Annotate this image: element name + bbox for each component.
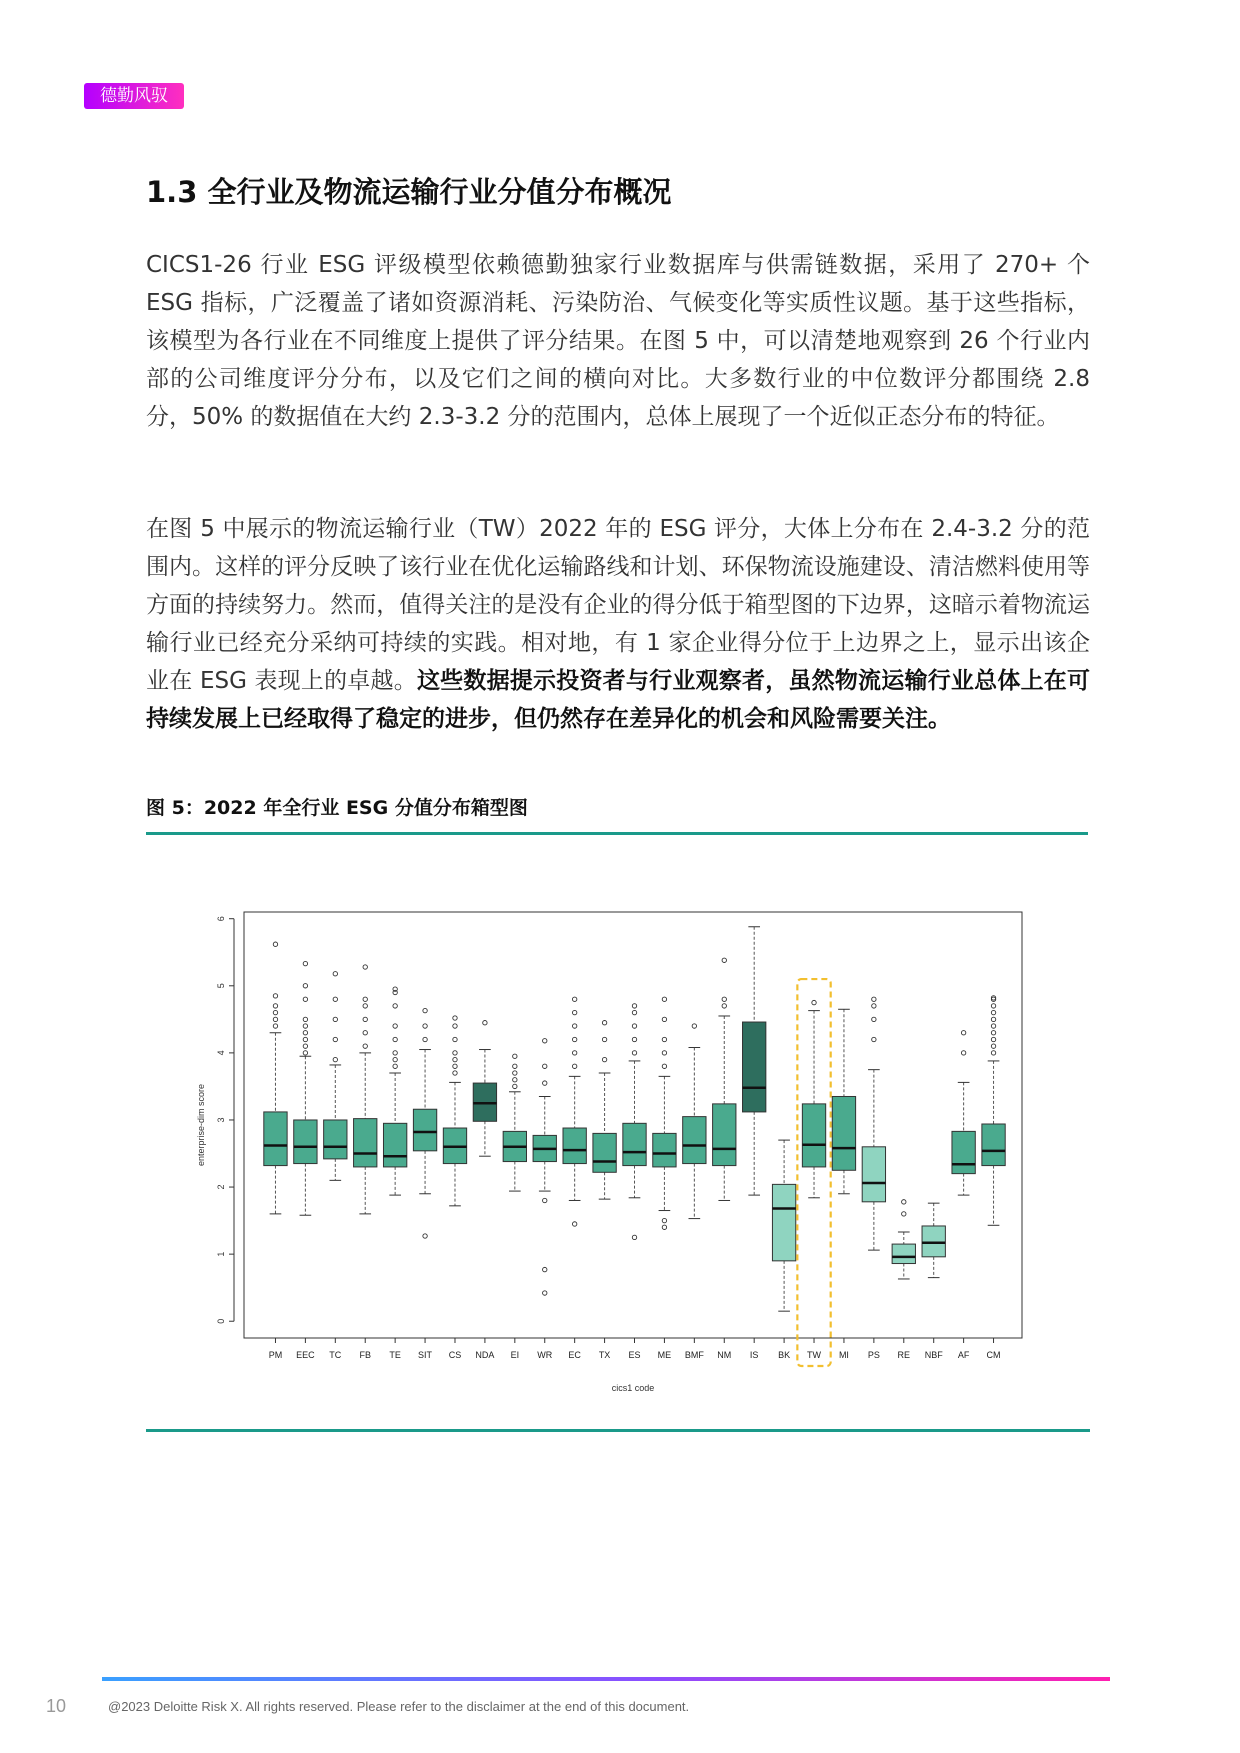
x-tick-label-WR: WR [537,1350,553,1360]
iqr-box-FB [354,1119,377,1167]
outlier-SIT-1 [423,1037,427,1041]
outlier-TC-1 [333,1037,337,1041]
figure-caption: 图 5：2022 年全行业 ESG 分值分布箱型图 [146,797,528,819]
outlier-PM-3 [273,1004,277,1008]
iqr-box-MI [832,1096,855,1170]
outlier-EEC-7 [303,984,307,988]
outlier-EC-3 [572,1037,576,1041]
box-RE [892,1200,915,1279]
outlier-EC-4 [572,1024,576,1028]
outlier-CS-5 [453,1024,457,1028]
x-tick-label-RE: RE [897,1350,911,1360]
x-tick-label-BK: BK [778,1350,791,1360]
iqr-box-ME [653,1133,676,1167]
outlier-ME-6 [662,997,666,1001]
iqr-box-TW [802,1104,825,1167]
y-axis-label: enterprise-dim score [196,1083,206,1167]
box-WR [533,1039,556,1296]
outlier-FB-2 [363,1017,367,1021]
outlier-CM-6 [991,1010,995,1014]
outlier-ES-4 [632,1010,636,1014]
outlier-ES-0 [632,1235,636,1239]
figure-top-rule [146,832,1088,835]
outlier-TE-4 [393,1024,397,1028]
outlier-CM-4 [991,1024,995,1028]
box-AF [952,1031,975,1196]
iqr-box-ES [623,1123,646,1165]
iqr-box-TC [324,1120,347,1159]
box-SIT [413,1008,436,1238]
outlier-CS-3 [453,1051,457,1055]
iqr-box-EEC [294,1120,317,1164]
outlier-CM-7 [991,1004,995,1008]
outlier-CS-0 [453,1071,457,1075]
x-tick-label-ME: ME [657,1350,672,1360]
outlier-SIT-0 [423,1234,427,1238]
outlier-CM-3 [991,1031,995,1035]
x-tick-label-TW: TW [807,1350,822,1360]
iqr-box-PM [264,1112,287,1166]
outlier-ME-3 [662,1051,666,1055]
x-tick-label-AF: AF [957,1350,970,1360]
outlier-WR-2 [543,1198,547,1202]
iqr-box-SIT [413,1109,436,1151]
x-tick-label-FB: FB [359,1350,371,1360]
outlier-WR-5 [543,1039,547,1043]
x-tick-label-IS: IS [749,1350,759,1360]
outlier-TC-4 [333,972,337,976]
outlier-EI-4 [513,1054,517,1058]
outlier-SIT-2 [423,1024,427,1028]
x-tick-label-CS: CS [448,1350,462,1360]
outlier-ES-5 [632,1004,636,1008]
outlier-PS-2 [872,1004,876,1008]
outlier-CS-4 [453,1037,457,1041]
section-title: 1.3 全行业及物流运输行业分值分布概况 [146,175,672,209]
box-ME [653,997,676,1229]
x-tick-label-TE: TE [389,1350,401,1360]
y-tick-label-2: 2 [216,1184,226,1190]
y-tick-label-1: 1 [216,1251,226,1257]
outlier-WR-1 [543,1267,547,1271]
x-tick-label-NM: NM [717,1350,732,1360]
footer-copyright: @2023 Deloitte Risk X. All rights reserved. Please refer to the disclaimer at the end of this document. [108,1699,690,1714]
outlier-EEC-0 [303,1051,307,1055]
outlier-BMF-0 [692,1024,696,1028]
outlier-EI-1 [513,1078,517,1082]
x-tick-label-EEC: EEC [296,1350,315,1360]
outlier-FB-4 [363,997,367,1001]
outlier-PM-4 [273,994,277,998]
box-NDA [473,1020,496,1156]
y-tick-label-6: 6 [216,916,226,922]
iqr-box-RE [892,1244,915,1263]
footer-gradient-bar [102,1677,1110,1681]
outlier-FB-1 [363,1031,367,1035]
x-tick-label-SIT: SIT [418,1350,433,1360]
box-FB [354,965,377,1214]
outlier-EC-0 [572,1222,576,1226]
outlier-CM-5 [991,1017,995,1021]
outlier-TE-5 [393,1004,397,1008]
outlier-AF-1 [961,1031,965,1035]
outlier-TX-1 [602,1037,606,1041]
box-MI [832,1009,855,1193]
outlier-AF-0 [961,1051,965,1055]
outlier-EI-2 [513,1071,517,1075]
iqr-box-CM [982,1124,1005,1166]
box-IS [743,927,766,1195]
outlier-EI-3 [513,1064,517,1068]
x-tick-label-TX: TX [598,1350,611,1360]
outlier-TW-0 [812,1000,816,1004]
box-NM [713,958,736,1200]
paragraph-2-text: 在图 5 中展示的物流运输行业（TW）2022 年的 ESG 评分，大体上分布在 2.4-3.2 分的范围内。这样的评分反映了该行业在优化运输路线和计划、环保物流设施建设、清洁燃料使用等方面的持续努力。然而，值得关注的是没有企业的得分低于箱型图的下边界，这暗示着物流运输行业已经充分采纳可持续的实践。相对地，有 1 家企业得分位于上边界之上，显示出该企业在 ESG 表现上的卓越。 [146,516,1090,694]
outlier-PS-0 [872,1037,876,1041]
iqr-box-NM [713,1104,736,1166]
y-tick-label-0: 0 [216,1318,226,1324]
outlier-PM-5 [273,942,277,946]
box-TW [802,1000,825,1197]
outlier-TC-0 [333,1057,337,1061]
outlier-TC-3 [333,997,337,1001]
outlier-EEC-5 [303,1017,307,1021]
box-PM [264,942,287,1214]
paragraph-1: CICS1-26 行业 ESG 评级模型依赖德勤独家行业数据库与供需链数据，采用了 270+ 个 ESG 指标，广泛覆盖了诸如资源消耗、污染防治、气候变化等实质性议题。基于这些指标，该模型为各行业在不同维度上提供了评分结果。在图 5 中，可以清楚地观察到 26 个行业内部的公司维度评分分布，以及它们之间的横向对比。大多数行业的中位数评分都围绕 2.8 分，50% 的数据值在大约 2.3-3.2 分的范围内，总体上展现了一个近似正态分布的特征。 [146,252,1090,430]
x-tick-label-PM: PM [268,1350,283,1360]
paragraph-2 [146,510,1090,738]
outlier-EC-2 [572,1051,576,1055]
outlier-ME-2 [662,1064,666,1068]
outlier-TE-0 [393,1064,397,1068]
x-tick-label-MI: MI [838,1350,849,1360]
iqr-box-PS [862,1147,885,1202]
iqr-box-EC [563,1128,586,1164]
outlier-PM-2 [273,1010,277,1014]
outlier-PS-3 [872,997,876,1001]
box-TX [593,1020,616,1199]
box-ES [623,1004,646,1240]
box-series [264,927,1005,1366]
outlier-WR-4 [543,1064,547,1068]
x-axis [269,1338,1001,1360]
x-tick-label-TC: TC [329,1350,342,1360]
y-tick-label-3: 3 [216,1117,226,1123]
x-tick-label-NDA: NDA [475,1350,495,1360]
section-tag: 德勤风驭 [84,83,184,109]
iqr-box-TX [593,1133,616,1172]
x-tick-label-NBF: NBF [924,1350,943,1360]
outlier-TE-3 [393,1037,397,1041]
outlier-NM-2 [722,958,726,962]
x-tick-label-EI: EI [510,1350,520,1360]
outlier-PS-1 [872,1017,876,1021]
outlier-EEC-2 [303,1037,307,1041]
outlier-TC-2 [333,1017,337,1021]
outlier-CM-0 [991,1051,995,1055]
box-NBF [922,1203,945,1277]
page-number: 10 [46,1696,67,1716]
outlier-EC-5 [572,1010,576,1014]
outlier-EI-0 [513,1084,517,1088]
outlier-RE-1 [902,1200,906,1204]
box-CM [982,996,1005,1226]
y-tick-label-5: 5 [216,983,226,989]
outlier-ES-2 [632,1037,636,1041]
outlier-CS-6 [453,1016,457,1020]
outlier-EC-6 [572,997,576,1001]
box-TE [383,987,406,1195]
boxplot-chart [146,880,1090,1420]
outlier-FB-5 [363,965,367,969]
outlier-EEC-8 [303,961,307,965]
x-axis-label: cics1 code [611,1383,655,1393]
x-tick-label-BMF: BMF [684,1350,704,1360]
outlier-TE-2 [393,1051,397,1055]
outlier-TX-0 [602,1057,606,1061]
outlier-NDA-0 [483,1020,487,1024]
outlier-WR-0 [543,1291,547,1295]
outlier-CS-1 [453,1064,457,1068]
outlier-SIT-3 [423,1008,427,1012]
outlier-PM-0 [273,1024,277,1028]
iqr-box-TE [383,1123,406,1167]
outlier-FB-0 [363,1044,367,1048]
x-tick-label-CM: CM [986,1350,1001,1360]
y-axis [216,916,234,1324]
outlier-CM-1 [991,1044,995,1048]
x-tick-label-EC: EC [568,1350,581,1360]
box-EEC [294,961,317,1215]
iqr-box-IS [743,1022,766,1112]
box-TC [324,972,347,1181]
outlier-EEC-3 [303,1031,307,1035]
x-tick-label-PS: PS [867,1350,880,1360]
outlier-ES-3 [632,1024,636,1028]
box-PS [862,997,885,1250]
outlier-ME-5 [662,1017,666,1021]
outlier-TX-2 [602,1020,606,1024]
outlier-EEC-4 [303,1024,307,1028]
box-CS [443,1016,466,1206]
outlier-CM-2 [991,1037,995,1041]
outlier-NM-1 [722,997,726,1001]
outlier-ME-4 [662,1037,666,1041]
figure-bottom-rule [146,1429,1090,1432]
outlier-EEC-1 [303,1044,307,1048]
outlier-CS-2 [453,1057,457,1061]
outlier-RE-0 [902,1212,906,1216]
outlier-ME-0 [662,1225,666,1229]
outlier-WR-3 [543,1081,547,1085]
iqr-box-AF [952,1131,975,1173]
outlier-FB-3 [363,1004,367,1008]
outlier-NM-0 [722,1004,726,1008]
outlier-EC-1 [572,1064,576,1068]
x-tick-label-ES: ES [628,1350,641,1360]
iqr-box-BK [772,1184,795,1260]
outlier-PM-1 [273,1017,277,1021]
box-BMF [683,1024,706,1219]
outlier-EEC-6 [303,997,307,1001]
box-EI [503,1054,526,1191]
box-EC [563,997,586,1226]
iqr-box-BMF [683,1117,706,1164]
paragraph-2-bold: 这些数据提示投资者与行业观察者，虽然物流运输行业总体上在可持续发展上已经取得了稳定的进步，但仍然存在差异化的机会和风险需要关注。 [146,668,1090,732]
outlier-TE-1 [393,1057,397,1061]
iqr-box-NBF [922,1226,945,1257]
box-BK [772,1140,795,1311]
outlier-ME-1 [662,1218,666,1222]
y-tick-label-4: 4 [216,1050,226,1056]
outlier-ES-1 [632,1051,636,1055]
